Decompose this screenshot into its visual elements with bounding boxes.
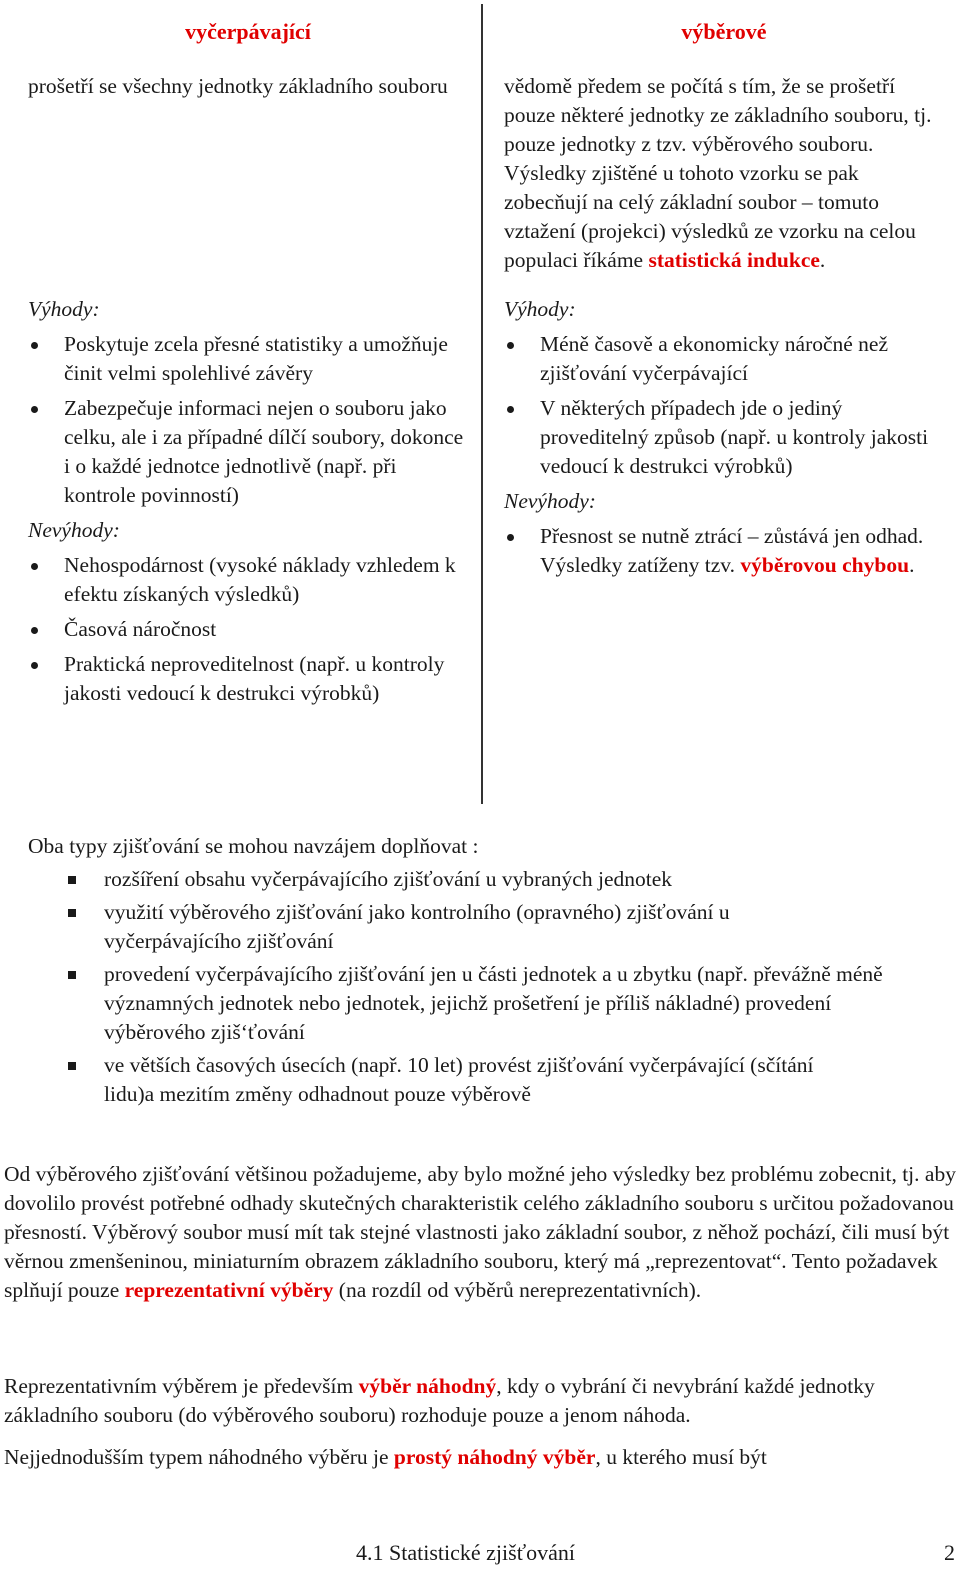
column-divider [481,4,483,804]
square-bullet-icon [68,1062,76,1070]
paragraph-simple-random: Nejjednodušším typem náhodného výběru je prostý náhodný výběr, u kterého musí být [4,1445,767,1469]
term-statisticka-indukce: statistická indukce [648,248,820,272]
right-disadvantages-list [504,522,944,580]
list-item: V některých případech jde o jediný proveditelný způsob (např. u kontroly jakosti vedoucí k destrukci výrobků) [504,394,944,481]
bullet-dot-icon [507,406,514,413]
footer-section-title: 4.1 Statistické zjišťování [356,1540,575,1565]
list-item: Poskytuje zcela přesné statistiky a umožňuje činit velmi spolehlivé závěry [28,330,468,388]
left-disadvantages-list [28,551,468,708]
right-disadvantages-label: Nevýhody: [504,489,596,513]
bullet-dot-icon [31,627,38,634]
term-prosty-nahodny-vyber: prostý náhodný výběr [393,1445,596,1469]
left-disadvantages-label: Nevýhody: [28,518,120,542]
left-column-title: vyčerpávající [185,19,311,44]
paragraph-representative: Od výběrového zjišťování většinou požadujeme, aby bylo možné jeho výsledky bez problému zobecnit, tj. aby dovolilo provést potřebné odhady skutečných charakteristik celého základního souboru s určitou požadovanou přesností. Výběrový soubor musí mít tak stejné vlastnosti jako základní soubor, z něhož pochází, čili musí být věrnou zmenšeninou, miniaturním obrazem základního souboru, který má „reprezentovat“. Tento požadavek splňují pouze reprezentativní výběry (na rozdíl od výběrů nereprezentativních). [4,1162,956,1302]
left-advantages-label: Výhody: [28,297,100,321]
right-advantages-list [504,330,944,481]
right-advantages-label: Výhody: [504,297,576,321]
list-item: Praktická neproveditelnost (např. u kontroly jakosti vedoucí k destrukci výrobků) [28,650,468,708]
term-reprezentativni-vybery: reprezentativní výběry [124,1278,334,1302]
term-vyber-nahodny: výběr náhodný [358,1374,497,1398]
combine-list [28,865,928,1109]
left-description: prošetří se všechny jednotky základního souboru [28,74,448,98]
square-bullet-icon [68,909,76,917]
right-description: vědomě předem se počítá s tím, že se prošetří pouze některé jednotky ze základního souboru, tj. pouze jednotky z tzv. výběrového souboru. Výsledky zjištěné u tohoto vzorku se pak zobecňují na celý základní soubor – tomuto vztažení (projekci) výsledků ze vzorku na celou populaci říkáme statistická indukce. [504,74,932,272]
bullet-dot-icon [31,662,38,669]
bullet-dot-icon [31,342,38,349]
combine-section [28,832,928,1113]
square-bullet-icon [68,876,76,884]
list-item: ve větších časových úsecích (např. 10 let) provést zjišťování vyčerpávající (sčítání lidu)a mezitím změny odhadnout pouze výběrově [28,1051,864,1109]
list-item: Přesnost se nutně ztrácí – zůstává jen odhad. Výsledky zatíženy tzv. výběrovou chybou. [504,522,944,580]
bullet-dot-icon [507,342,514,349]
paragraph-random-sample: Reprezentativním výběrem je především výběr náhodný, kdy o vybrání či nevybrání každé jednotky základního souboru (do výběrového souboru) rozhoduje pouze a jenom náhoda. [4,1374,875,1427]
page-number: 2 [944,1540,955,1565]
left-advantages-list [28,330,468,510]
list-item: Zabezpečuje informaci nejen o souboru jako celku, ale i za případné dílčí soubory, dokonce i o každé jednotce jednotlivě (např. při kontrole povinností) [28,394,468,510]
bullet-dot-icon [507,534,514,541]
square-bullet-icon [68,971,76,979]
right-column-title: výběrové [681,19,767,44]
list-item: rozšíření obsahu vyčerpávajícího zjišťování u vybraných jednotek [28,865,844,894]
list-item: Méně časově a ekonomicky náročné než zjišťování vyčerpávající [504,330,944,388]
list-item: Časová náročnost [28,615,468,644]
list-item: provedení vyčerpávajícího zjišťování jen u části jednotek a u zbytku (např. převážně méně významných jednotek nebo jednotek, jejichž prošetření je příliš nákladné) provedení výběrového zjiš‘ťování [28,960,904,1047]
list-item: využití výběrového zjišťování jako kontrolního (opravného) zjišťování u vyčerpávajícího zjišťování [28,898,844,956]
right-column [504,0,944,586]
bullet-dot-icon [31,406,38,413]
bullet-dot-icon [31,563,38,570]
term-vyberova-chyba: výběrovou chybou [740,553,910,577]
list-item: Nehospodárnost (vysoké náklady vzhledem k efektu získaných výsledků) [28,551,468,609]
left-column [28,0,468,714]
combine-intro: Oba typy zjišťování se mohou navzájem doplňovat : [28,834,479,858]
